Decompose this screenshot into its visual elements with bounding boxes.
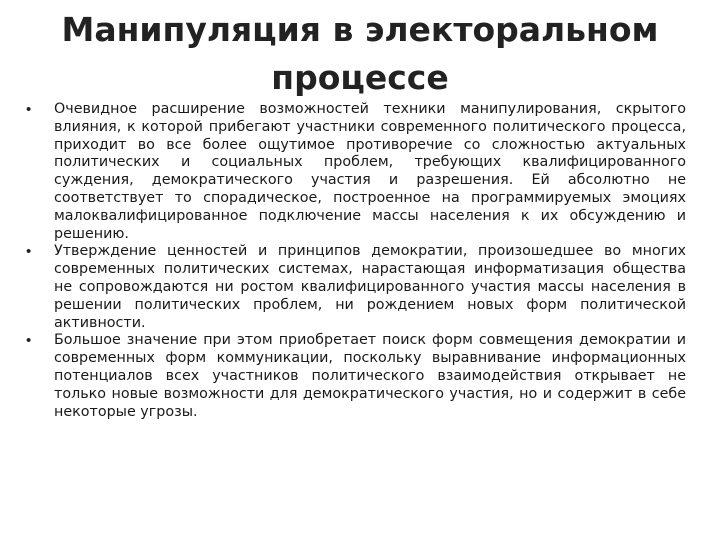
bullet-text-3: Большое значение при этом приобретает поиск форм совмещения демократии и современных форм коммуникации, поскольку выравнивание информационных потенциалов всех участников политического взаимодействия открывает не только новые возможности для демократического участия, но и содержит в себе некоторые угрозы. <box>54 332 686 420</box>
bullet-marker: • <box>26 101 32 118</box>
slide-title <box>40 6 680 102</box>
bullet-list <box>26 101 686 421</box>
bullet-text-2: Утверждение ценностей и принципов демократии, произошедшее во многих современных политических системах, нарастающая информатизация общества не сопровождаются ни ростом квалифицированного участия массы населения в решении политических проблем, ни рождением новых форм политической активности. <box>54 243 686 331</box>
bullet-item-2 <box>26 243 686 332</box>
bullet-item-1 <box>26 101 686 243</box>
slide-title-line-2: процессе <box>271 58 449 97</box>
slide-title-line-1: Манипуляция в электоральном <box>61 10 659 49</box>
bullet-marker: • <box>26 332 32 350</box>
bullet-text-1: Очевидное расширение возможностей техники манипулирования, скрытого влияния, к которой прибегают участники современного политического процесса, приходит во все более ощутимое противоречие со сложностью актуальных политических и социальных проблем, требующих квалифицированного суждения, демократического участия и разрешения. Ей абсолютно не соответствует то спорадическое, построенное на программируемых эмоциях малоквалифицированное подключение массы населения к их обсуждению и решению. <box>54 101 686 242</box>
bullet-marker: • <box>26 243 32 261</box>
bullet-item-3 <box>26 332 686 421</box>
